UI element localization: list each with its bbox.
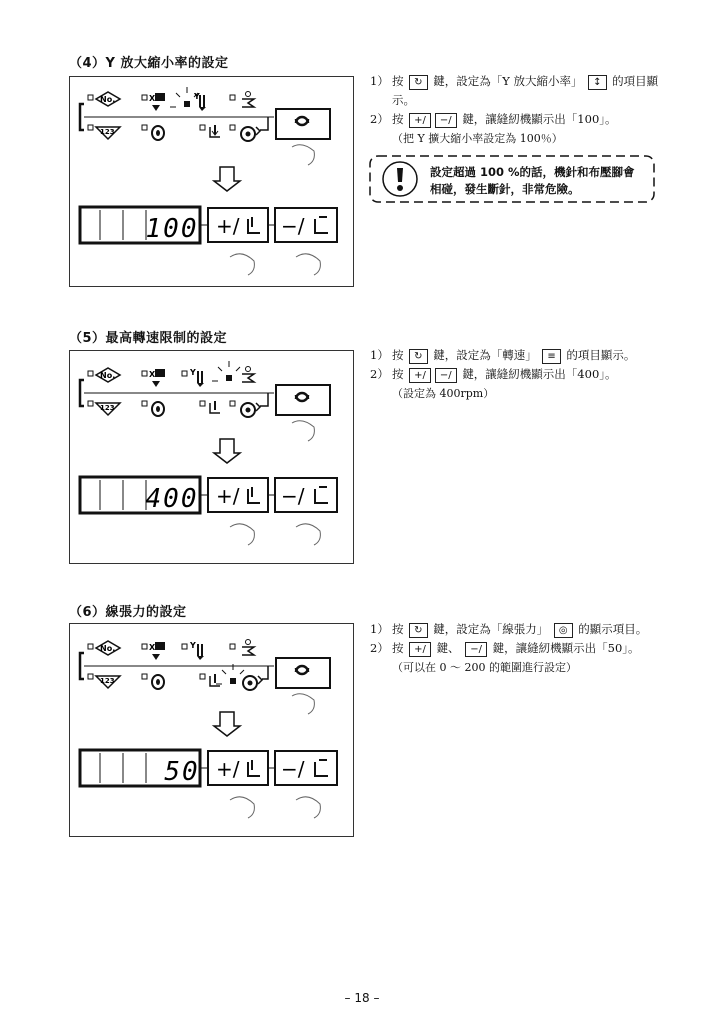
speed-icon (242, 640, 254, 656)
select-key-inline-icon: ↻ (409, 623, 427, 638)
y-scale-icon (189, 641, 204, 660)
checkbox (142, 125, 147, 130)
step-1: 1） 按 ↻ 鍵，設定為「Y 放大縮小率」 ↕ 的項目顯示。 (370, 74, 659, 107)
needle-position-icon (210, 125, 220, 137)
y-scale-inline-icon: ↕ (588, 75, 606, 90)
checkbox (230, 95, 235, 100)
panel-y-scale (69, 76, 354, 287)
svg-text:Y: Y (190, 641, 196, 650)
lcd-value: 400 (145, 484, 199, 514)
svg-text:X: X (149, 643, 156, 652)
needle-position-icon (210, 401, 220, 413)
finger-hint (296, 254, 320, 275)
plus-key[interactable] (208, 751, 268, 785)
svg-text:123: 123 (100, 677, 115, 685)
finger-hint (230, 254, 254, 275)
down-arrow-icon (214, 439, 240, 463)
plus-key[interactable] (208, 208, 268, 242)
section-title-y-scale: （4）Y 放大縮小率的設定 (69, 56, 229, 71)
svg-text:X: X (149, 94, 156, 103)
checkbox (200, 125, 205, 130)
plus-key-inline-icon: +/ (409, 642, 431, 657)
step-1: 1） 按 ↻ 鍵，設定為「轉速」 ≡ 的項目顯示。 (370, 348, 636, 362)
minus-key[interactable] (275, 478, 337, 512)
thread-tension-selected-indicator (216, 664, 244, 684)
section-title-max-speed: （5）最高轉速限制的設定 (69, 331, 228, 346)
svg-text:Y: Y (194, 92, 200, 101)
step-2: 2） 按 +/ 鍵、 −/ 鍵，讓縫紉機顯示出「50」。 (370, 641, 640, 655)
menu-arrow (260, 117, 268, 130)
svg-text:+/: +/ (216, 214, 240, 238)
bobbin-icon (152, 126, 164, 140)
checkbox (230, 125, 235, 130)
thread-tension-icon (241, 127, 260, 141)
thread-tension-icon (243, 676, 262, 690)
down-arrow-icon (214, 167, 240, 191)
svg-text:−/: −/ (281, 484, 305, 508)
speed-inline-icon: ≡ (542, 349, 560, 364)
lcd-value: 100 (145, 214, 199, 244)
select-key[interactable] (276, 658, 330, 688)
no-icon (96, 368, 120, 382)
minus-key[interactable] (275, 751, 337, 785)
svg-text:+/: +/ (216, 757, 240, 781)
lcd-value: 50 (164, 757, 200, 787)
panel-max-speed (69, 350, 354, 564)
steps-y-scale (370, 72, 670, 148)
minus-key[interactable] (275, 208, 337, 242)
minus-key-inline-icon: −/ (465, 642, 487, 657)
speed-icon (242, 367, 254, 383)
caution-box (368, 154, 656, 204)
note: （把 Y 擴大縮小率設定為 100％） (392, 132, 563, 145)
step-2: 2） 按 +/ −/ 鍵，讓縫紉機顯示出「400」。 (370, 367, 617, 381)
finger-hint (292, 145, 314, 165)
lcd-display (80, 750, 200, 787)
count-icon (96, 676, 120, 688)
plus-key-inline-icon: +/ (409, 368, 431, 383)
svg-text:Y: Y (190, 368, 196, 377)
panel-thread-tension (69, 623, 354, 837)
steps-max-speed (370, 346, 670, 403)
svg-text:123: 123 (100, 128, 115, 136)
lcd-display (80, 207, 200, 244)
svg-text:No.: No. (100, 371, 116, 380)
y-scale-icon (193, 92, 206, 111)
down-arrow-icon (214, 712, 240, 736)
speed-icon (242, 92, 254, 108)
note: （可以在 0 ～ 200 的範圍進行設定） (392, 661, 577, 674)
svg-text:123: 123 (100, 404, 115, 412)
svg-text:−/: −/ (281, 757, 305, 781)
x-scale-icon (149, 369, 165, 387)
speed-selected-indicator (212, 361, 240, 381)
section-title-thread-tension: （6）線張力的設定 (69, 605, 187, 620)
svg-text:No.: No. (100, 95, 116, 104)
select-key-inline-icon: ↻ (409, 349, 427, 364)
minus-key-inline-icon: −/ (435, 368, 457, 383)
count-icon (96, 403, 120, 415)
x-scale-icon (149, 642, 165, 660)
plus-key[interactable] (208, 478, 268, 512)
checkbox (88, 125, 93, 130)
menu-bracket (80, 104, 84, 130)
svg-text:−/: −/ (281, 214, 305, 238)
caution-line-1: 設定超過 100 %的話，機針和布壓腳會 (430, 165, 635, 179)
svg-text:+/: +/ (216, 484, 240, 508)
no-icon (96, 92, 120, 106)
step-2: 2） 按 +/ −/ 鍵，讓縫紉機顯示出「100」。 (370, 112, 617, 126)
lcd-display (80, 477, 200, 514)
checkbox (142, 95, 147, 100)
bobbin-icon (152, 402, 164, 416)
note: （設定為 400rpm） (392, 387, 495, 400)
thread-tension-inline-icon: ◎ (554, 623, 573, 638)
caution-line-2: 相碰，發生斷針，非常危險。 (430, 182, 580, 196)
y-scale-icon (189, 368, 204, 387)
checkbox (88, 95, 93, 100)
plus-key-inline-icon: +/ (409, 113, 431, 128)
select-key[interactable] (276, 385, 330, 415)
page-number: – 18 – (344, 991, 380, 1005)
count-icon (96, 127, 120, 139)
x-scale-icon (149, 93, 165, 111)
svg-text:X: X (149, 370, 156, 379)
svg-text:No.: No. (100, 644, 116, 653)
steps-thread-tension (370, 620, 670, 677)
bobbin-icon (152, 675, 164, 689)
select-key[interactable] (276, 109, 330, 139)
select-key-inline-icon: ↻ (409, 75, 427, 90)
minus-key-inline-icon: −/ (435, 113, 457, 128)
thread-tension-icon (241, 403, 260, 417)
step-1: 1） 按 ↻ 鍵，設定為「線張力」 ◎ 的顯示項目。 (370, 622, 648, 636)
no-icon (96, 641, 120, 655)
